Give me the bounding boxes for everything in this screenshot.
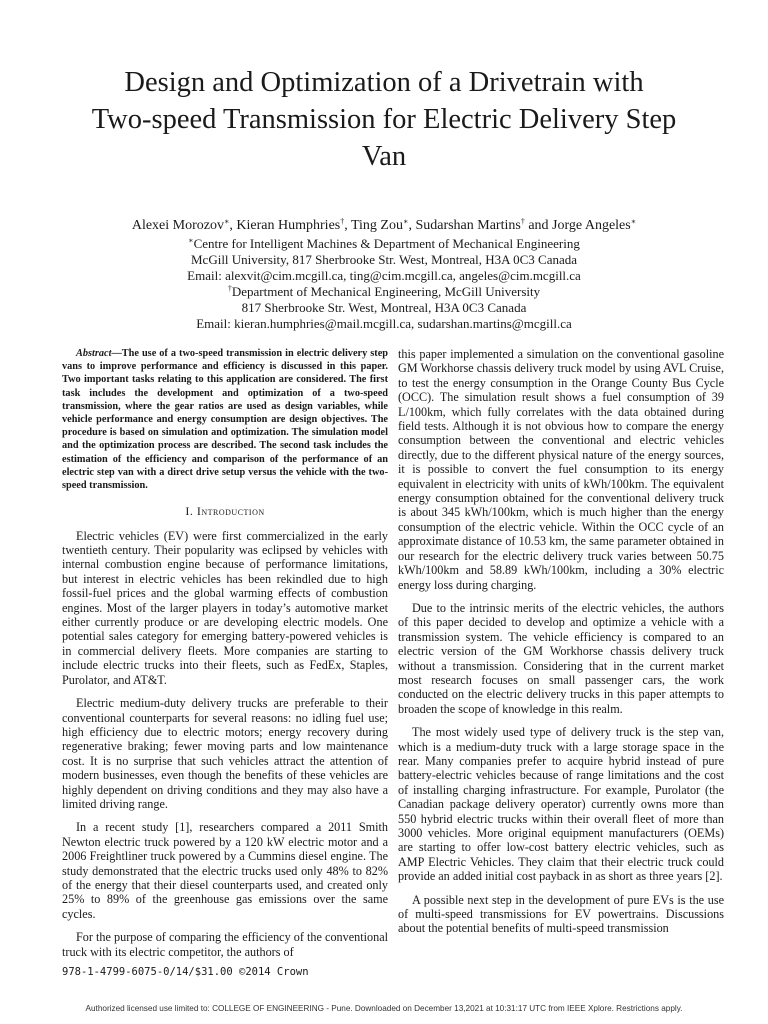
- affiliation-line: [60, 236, 708, 252]
- abstract: [62, 347, 388, 492]
- author-name: Alexei Morozov: [131, 218, 224, 233]
- section-title: Introduction: [196, 504, 265, 519]
- author-affiliation-mark: †: [340, 217, 345, 226]
- affiliation-mark: †: [227, 284, 232, 293]
- affiliation-text: Centre for Intelligent Machines & Department of Mechanical Engineering: [193, 236, 580, 251]
- right-column: [398, 347, 724, 945]
- copyright-notice: 978-1-4799-6075-0/14/$31.00 ©2014 Crown: [62, 966, 309, 978]
- left-column: [62, 347, 388, 968]
- affiliation-text: Department of Mechanical Engineering, McGill University: [231, 284, 541, 299]
- affiliation-mark: ∗: [188, 236, 194, 245]
- section-heading: [62, 504, 388, 518]
- title-line: Two-speed Transmission for Electric Delivery Step: [91, 104, 677, 135]
- affiliation-email: Email: kieran.humphries@mail.mcgill.ca, sudarshan.martins@mcgill.ca: [196, 316, 572, 331]
- affiliation-line: 817 Sherbrooke Str. West, Montreal, H3A 0C3 Canada: [241, 300, 527, 315]
- author-separator: ,: [229, 218, 237, 233]
- body-paragraph: this paper implemented a simulation on the conventional gasoline GM Workhorse chassis delivery truck model by using AVL Cruise, to test the energy consumption in the Orange County Bus Cycle (OCC). The simulation result shows a fuel consumption of 39 L/100km, which fully correlates with the data obtained during field tests. Although it is not obvious how to compare the energy consumption between the conventional and electric vehicles directly, due to the different physical nature of the energy sources, it is possible to convert the fuel consumption to its energy equivalent in electricity with units of kWh/100km. The equivalent energy consumption obtained for the conventional delivery truck is about 345 kWh/100km, which is much higher than the energy consumption of the electric vehicle. Within the OCC cycle of an approximate distance of 10.53 km, the same parameter obtained in our research for the electric delivery truck varies between 50.75 kWh/100km and 58.89 kWh/100km, including a 30% electric energy loss during charging.: [398, 347, 724, 592]
- author-names: [60, 218, 708, 234]
- author-affiliation-mark: ∗: [403, 217, 409, 226]
- author-name: Jorge Angeles: [552, 218, 631, 233]
- body-paragraph: Due to the intrinsic merits of the electric vehicles, the authors of this paper decided to develop and optimize a vehicle with a transmission system. The vehicle efficiency is compared to an electric version of the GM Workhorse chassis delivery truck without a transmission. Considering that in the current market most research focuses on small passenger cars, the work conducted on the electric delivery trucks in this paper attempts to broaden the scope of knowledge in this realm.: [398, 600, 724, 716]
- author-affiliation-mark: †: [520, 217, 525, 226]
- abstract-label: Abstract: [76, 348, 112, 359]
- body-paragraph: Electric vehicles (EV) were first commercialized in the early twentieth century. Their popularity was eclipsed by vehicles with internal combustion engine because of performance limitations, but interest in electric vehicles has been rekindled due to high fossil-fuel prices and the global warming effects of combustion engines. Most of the larger players in today’s automotive market either currently produce or are developing electric models. One potential sales category for emerging battery-powered vehicles is in commercial delivery fleets. More companies are starting to include electric trucks into their fleets, such as FedEx, Staples, Purolator, and AT&T.: [62, 528, 388, 687]
- body-paragraph: Electric medium-duty delivery trucks are preferable to their conventional counterparts for several reasons: no idling fuel use; high efficiency due to electric motors; energy recovery during regenerative braking; fewer moving parts and low maintenance cost. It is no surprise that such vehicles attract the attention of modern businesses, even though the benefits of these vehicles are highly dependent on driving conditions and they may also have a limited driving range.: [62, 696, 388, 811]
- license-notice: Authorized licensed use limited to: COLLEGE OF ENGINEERING - Pune. Downloaded on December 13,2021 at 10:31:17 UTC from IEEE Xplore. Restrictions apply.: [85, 1004, 683, 1013]
- body-paragraph: In a recent study [1], researchers compared a 2011 Smith Newton electric truck powered by a 120 kW electric motor and a 2006 Freightliner truck powered by a Cummins diesel engine. The study demonstrated that the electric trucks used only 48% to 82% of the energy that their diesel counterparts used, and created only 25% to 89% of the greenhouse gas emissions over the same cycles.: [62, 820, 388, 921]
- author-block: [60, 218, 708, 332]
- body-paragraph: A possible next step in the development of pure EVs is the use of multi-speed transmissions for EV powertrains. Discussions about the potential benefits of multi-speed transmission: [398, 892, 724, 936]
- abstract-text: —The use of a two-speed transmission in electric delivery step vans to improve performance and efficiency is discussed in this paper. Two important tasks relating to this application are considered. The first task includes the development and optimization of a two-speed transmission, where the gear ratios are used as design variables, while vehicle performance and energy consumption are design objectives. The procedure is based on simulation and optimization. The simulation model and the optimization process are described. The second task includes the estimation of the efficiency and comparison of the performance of an electric step van with a direct drive setup versus the vehicle with the two-speed transmission.: [62, 348, 388, 492]
- author-affiliation-mark: ∗: [223, 217, 230, 226]
- author-name: Kieran Humphries: [236, 218, 341, 233]
- author-affiliation-mark: ∗: [630, 217, 637, 226]
- author-separator: ,: [408, 218, 416, 233]
- paper-title: [50, 64, 718, 175]
- affiliation-line: [60, 284, 708, 300]
- author-name: Ting Zou: [350, 218, 403, 233]
- title-line: Design and Optimization of a Drivetrain with: [124, 67, 644, 98]
- title-line: Van: [361, 141, 407, 172]
- affiliation-email: Email: alexvit@cim.mcgill.ca, ting@cim.mcgill.ca, angeles@cim.mcgill.ca: [187, 268, 581, 283]
- affiliation-line: McGill University, 817 Sherbrooke Str. West, Montreal, H3A 0C3 Canada: [190, 252, 578, 267]
- author-name: Sudarshan Martins: [415, 218, 521, 233]
- author-separator: ,: [344, 218, 351, 233]
- section-number: I.: [185, 504, 194, 519]
- body-paragraph: For the purpose of comparing the efficiency of the conventional truck with its electric competitor, the authors of: [62, 930, 388, 959]
- body-paragraph: The most widely used type of delivery truck is the step van, which is a medium-duty truck with a large storage space in the rear. Many companies prefer to acquire hybrid instead of pure battery-electric vehicles because of range limitations and the cost of installing charging infrastructure. For example, Purolator (the Canadian package delivery operator) currently owns more than 550 hybrid electric trucks within their overall fleet of more than 3000 vehicles. More original equipment manufacturers (OEMs) are starting to offer low-cost battery electric vehicles, such as AMP Electric Vehicles. They claim that their electric truck could provide an added initial cost payback in as short as three years [2].: [398, 725, 724, 884]
- author-separator: and: [524, 218, 553, 233]
